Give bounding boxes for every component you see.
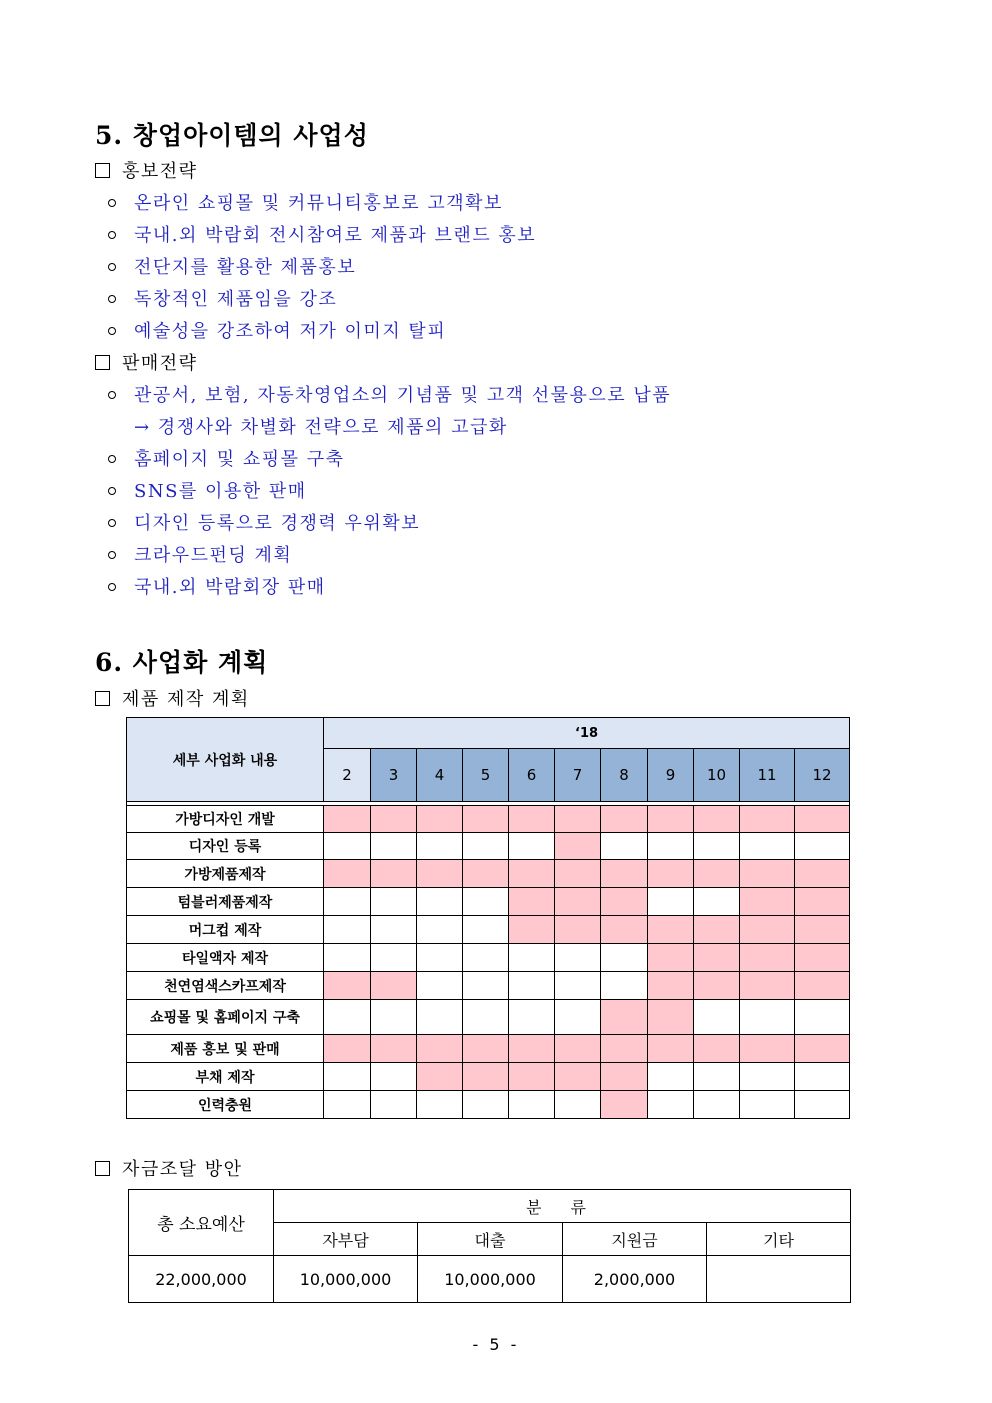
- schedule-cell-active: [740, 806, 795, 833]
- schedule-cell-active: [601, 1035, 648, 1063]
- category-header: 분 류: [274, 1190, 851, 1223]
- schedule-cell-active: [601, 806, 648, 833]
- schedule-cell-empty: [555, 1000, 601, 1035]
- schedule-cell-empty: [463, 944, 509, 972]
- schedule-cell-active: [324, 860, 371, 888]
- year-header: ‘18: [324, 718, 850, 749]
- schedule-cell-active: [694, 860, 740, 888]
- loan-header: 대출: [418, 1223, 563, 1256]
- sales-item: [108, 573, 326, 599]
- funding-heading-text: 자금조달 방안: [122, 1159, 243, 1180]
- schedule-cell-empty: [463, 1000, 509, 1035]
- schedule-cell-active: [555, 833, 601, 860]
- grant-header: 지원금: [563, 1223, 707, 1256]
- schedule-cell-active: [694, 1035, 740, 1063]
- page-number: - 5 -: [472, 1335, 520, 1354]
- task-name: 쇼핑몰 및 홈페이지 구축: [127, 1000, 324, 1035]
- schedule-cell-active: [795, 860, 850, 888]
- task-name: 부채 제작: [127, 1063, 324, 1091]
- schedule-cell-empty: [324, 833, 371, 860]
- schedule-cell-active: [509, 860, 555, 888]
- schedule-cell-active: [417, 1035, 463, 1063]
- schedule-cell-empty: [694, 833, 740, 860]
- schedule-cell-active: [371, 1035, 417, 1063]
- schedule-cell-active: [601, 1000, 648, 1035]
- schedule-cell-empty: [740, 1000, 795, 1035]
- task-column-header: 세부 사업화 내용: [127, 718, 324, 802]
- schedule-cell-empty: [417, 888, 463, 916]
- task-name: 가방디자인 개발: [127, 806, 324, 833]
- sales-heading-text: 판매전략: [122, 353, 198, 374]
- schedule-cell-active: [463, 1035, 509, 1063]
- schedule-cell-empty: [417, 1091, 463, 1119]
- schedule-cell-active: [601, 916, 648, 944]
- schedule-cell-active: [740, 860, 795, 888]
- schedule-cell-empty: [463, 916, 509, 944]
- circle-bullet-icon: [108, 199, 116, 207]
- promo-item-text: 온라인 쇼핑몰 및 커뮤니티홍보로 고객확보: [134, 193, 503, 214]
- schedule-cell-active: [324, 806, 371, 833]
- schedule-cell-empty: [324, 888, 371, 916]
- schedule-cell-active: [648, 860, 694, 888]
- task-row: [127, 944, 850, 972]
- schedule-cell-empty: [371, 888, 417, 916]
- schedule-cell-active: [648, 806, 694, 833]
- task-name: 텀블러제품제작: [127, 888, 324, 916]
- schedule-cell-empty: [601, 944, 648, 972]
- schedule-cell-active: [601, 1091, 648, 1119]
- schedule-cell-active: [740, 944, 795, 972]
- schedule-cell-active: [555, 1063, 601, 1091]
- month-header-2: 2: [324, 749, 371, 802]
- schedule-cell-empty: [740, 1063, 795, 1091]
- production-plan-heading: [95, 685, 250, 711]
- schedule-cell-active: [324, 1035, 371, 1063]
- promo-item-text: 국내.외 박람회 전시참여로 제품과 브랜드 홍보: [134, 225, 537, 246]
- task-row: [127, 916, 850, 944]
- schedule-cell-active: [555, 888, 601, 916]
- schedule-cell-active: [463, 1063, 509, 1091]
- schedule-cell-active: [417, 1063, 463, 1091]
- schedule-cell-active: [601, 860, 648, 888]
- section-6-title: 6. 사업화 계획: [95, 648, 269, 677]
- schedule-cell-empty: [371, 944, 417, 972]
- month-header-3: 3: [371, 749, 417, 802]
- schedule-cell-active: [740, 888, 795, 916]
- schedule-cell-empty: [371, 1000, 417, 1035]
- self-funded-header: 자부담: [274, 1223, 418, 1256]
- task-name: 타일액자 제작: [127, 944, 324, 972]
- month-header-4: 4: [417, 749, 463, 802]
- sales-item: [108, 445, 345, 471]
- schedule-cell-empty: [324, 944, 371, 972]
- sales-item: [108, 381, 671, 407]
- schedule-cell-active: [555, 860, 601, 888]
- sales-item-text: 디자인 등록으로 경쟁력 우위확보: [134, 513, 421, 534]
- other-value: [707, 1256, 851, 1303]
- task-name: 천연염색스카프제작: [127, 972, 324, 1000]
- schedule-cell-active: [509, 1063, 555, 1091]
- year-header-row: [127, 718, 850, 749]
- sales-item-text: 관공서, 보험, 자동차영업소의 기념품 및 고객 선물용으로 납품: [134, 385, 672, 406]
- sales-strategy-heading: [95, 349, 198, 375]
- schedule-cell-active: [648, 944, 694, 972]
- schedule-cell-active: [371, 972, 417, 1000]
- schedule-cell-empty: [324, 1063, 371, 1091]
- sales-item: [108, 509, 420, 535]
- month-header-6: 6: [509, 749, 555, 802]
- promo-item: [108, 317, 446, 343]
- schedule-cell-empty: [371, 916, 417, 944]
- schedule-cell-empty: [795, 1000, 850, 1035]
- schedule-cell-active: [555, 1035, 601, 1063]
- schedule-cell-active: [795, 944, 850, 972]
- sales-item: [108, 541, 292, 567]
- schedule-cell-active: [463, 806, 509, 833]
- schedule-cell-active: [694, 806, 740, 833]
- schedule-cell-active: [795, 888, 850, 916]
- task-name: 제품 홍보 및 판매: [127, 1035, 324, 1063]
- schedule-cell-empty: [417, 833, 463, 860]
- task-row: [127, 972, 850, 1000]
- schedule-cell-active: [324, 972, 371, 1000]
- circle-bullet-icon: [108, 487, 116, 495]
- schedule-cell-active: [740, 1035, 795, 1063]
- schedule-cell-empty: [509, 1091, 555, 1119]
- schedule-cell-empty: [648, 888, 694, 916]
- schedule-cell-empty: [555, 1091, 601, 1119]
- total-budget-value: 22,000,000: [129, 1256, 274, 1303]
- funding-plan-heading: [95, 1155, 243, 1181]
- circle-bullet-icon: [108, 583, 116, 591]
- month-header-5: 5: [463, 749, 509, 802]
- promo-item-text: 예술성을 강조하여 저가 이미지 탈피: [134, 321, 447, 342]
- other-header: 기타: [707, 1223, 851, 1256]
- schedule-cell-empty: [371, 1063, 417, 1091]
- sales-item-text: 국내.외 박람회장 판매: [134, 577, 326, 598]
- schedule-cell-empty: [694, 888, 740, 916]
- schedule-cell-active: [694, 972, 740, 1000]
- schedule-cell-empty: [417, 972, 463, 1000]
- promo-item-text: 독창적인 제품임을 강조: [134, 289, 338, 310]
- schedule-cell-empty: [795, 1063, 850, 1091]
- checkbox-square-icon: [95, 691, 110, 706]
- schedule-cell-empty: [324, 1000, 371, 1035]
- total-budget-header: 총 소요예산: [129, 1190, 274, 1256]
- task-row: [127, 1091, 850, 1119]
- circle-bullet-icon: [108, 295, 116, 303]
- schedule-cell-empty: [417, 916, 463, 944]
- schedule-cell-active: [648, 916, 694, 944]
- schedule-cell-active: [371, 860, 417, 888]
- month-header-8: 8: [601, 749, 648, 802]
- sales-item-continuation: → 경쟁사와 차별화 전략으로 제품의 고급화: [134, 417, 508, 438]
- schedule-cell-empty: [648, 1063, 694, 1091]
- task-name: 머그컵 제작: [127, 916, 324, 944]
- checkbox-square-icon: [95, 163, 110, 178]
- task-row: [127, 1035, 850, 1063]
- task-name: 가방제품제작: [127, 860, 324, 888]
- schedule-cell-empty: [694, 1063, 740, 1091]
- schedule-cell-empty: [417, 1000, 463, 1035]
- month-header-9: 9: [648, 749, 694, 802]
- schedule-cell-active: [555, 916, 601, 944]
- task-row: [127, 833, 850, 860]
- production-schedule-table: [126, 717, 850, 1119]
- schedule-cell-empty: [694, 1091, 740, 1119]
- schedule-cell-active: [795, 1035, 850, 1063]
- month-header-7: 7: [555, 749, 601, 802]
- self-funded-value: 10,000,000: [274, 1256, 418, 1303]
- schedule-cell-empty: [740, 833, 795, 860]
- schedule-cell-empty: [509, 972, 555, 1000]
- circle-bullet-icon: [108, 263, 116, 271]
- schedule-cell-active: [601, 1063, 648, 1091]
- circle-bullet-icon: [108, 327, 116, 335]
- task-row: [127, 1000, 850, 1035]
- schedule-cell-empty: [509, 1000, 555, 1035]
- schedule-cell-empty: [463, 1091, 509, 1119]
- schedule-cell-empty: [324, 916, 371, 944]
- grant-value: 2,000,000: [563, 1256, 707, 1303]
- schedule-cell-active: [555, 806, 601, 833]
- schedule-cell-active: [509, 888, 555, 916]
- schedule-cell-empty: [555, 944, 601, 972]
- schedule-cell-active: [648, 1035, 694, 1063]
- schedule-cell-empty: [648, 1091, 694, 1119]
- promo-heading-text: 홍보전략: [122, 161, 198, 182]
- schedule-cell-empty: [463, 888, 509, 916]
- schedule-cell-active: [601, 888, 648, 916]
- task-row: [127, 1063, 850, 1091]
- checkbox-square-icon: [95, 1161, 110, 1176]
- schedule-cell-active: [417, 806, 463, 833]
- schedule-cell-empty: [509, 944, 555, 972]
- funding-value-row: [129, 1256, 851, 1303]
- schedule-cell-active: [795, 916, 850, 944]
- schedule-cell-empty: [694, 1000, 740, 1035]
- promo-item: [108, 285, 337, 311]
- schedule-cell-active: [371, 806, 417, 833]
- circle-bullet-icon: [108, 391, 116, 399]
- schedule-body: [127, 806, 850, 1119]
- schedule-cell-active: [509, 806, 555, 833]
- schedule-cell-active: [509, 1035, 555, 1063]
- sales-item-text: SNS를 이용한 판매: [134, 481, 307, 502]
- task-row: [127, 860, 850, 888]
- month-header-12: 12: [795, 749, 850, 802]
- schedule-cell-empty: [601, 972, 648, 1000]
- funding-table: [128, 1189, 851, 1303]
- promo-item: [108, 253, 356, 279]
- schedule-cell-active: [648, 1000, 694, 1035]
- schedule-cell-active: [795, 972, 850, 1000]
- section-5-title: 5. 창업아이템의 사업성: [95, 121, 369, 150]
- task-name: 인력충원: [127, 1091, 324, 1119]
- circle-bullet-icon: [108, 455, 116, 463]
- month-header-10: 10: [694, 749, 740, 802]
- schedule-cell-empty: [324, 1091, 371, 1119]
- task-row: [127, 806, 850, 833]
- schedule-cell-empty: [648, 833, 694, 860]
- schedule-cell-empty: [417, 944, 463, 972]
- production-heading-text: 제품 제작 계획: [122, 689, 250, 710]
- circle-bullet-icon: [108, 231, 116, 239]
- schedule-cell-empty: [795, 833, 850, 860]
- sales-item: [108, 477, 307, 503]
- promo-strategy-heading: [95, 157, 198, 183]
- sales-item-text: 홈페이지 및 쇼핑몰 구축: [134, 449, 345, 470]
- schedule-cell-active: [795, 806, 850, 833]
- month-header-11: 11: [740, 749, 795, 802]
- promo-item: [108, 221, 536, 247]
- task-name: 디자인 등록: [127, 833, 324, 860]
- schedule-cell-empty: [509, 833, 555, 860]
- schedule-cell-active: [740, 972, 795, 1000]
- schedule-cell-empty: [555, 972, 601, 1000]
- schedule-cell-empty: [601, 833, 648, 860]
- circle-bullet-icon: [108, 551, 116, 559]
- schedule-cell-active: [509, 916, 555, 944]
- circle-bullet-icon: [108, 519, 116, 527]
- task-row: [127, 888, 850, 916]
- schedule-cell-empty: [371, 1091, 417, 1119]
- schedule-cell-empty: [795, 1091, 850, 1119]
- schedule-cell-active: [694, 944, 740, 972]
- schedule-cell-empty: [463, 972, 509, 1000]
- sales-item-text: 크라우드펀딩 계획: [134, 545, 293, 566]
- schedule-cell-active: [694, 916, 740, 944]
- checkbox-square-icon: [95, 355, 110, 370]
- promo-item-text: 전단지를 활용한 제품홍보: [134, 257, 357, 278]
- promo-item: [108, 189, 503, 215]
- schedule-cell-empty: [740, 1091, 795, 1119]
- schedule-cell-active: [463, 860, 509, 888]
- funding-header-row: [129, 1190, 851, 1223]
- schedule-cell-empty: [371, 833, 417, 860]
- schedule-cell-active: [417, 860, 463, 888]
- schedule-cell-active: [648, 972, 694, 1000]
- schedule-cell-active: [740, 916, 795, 944]
- loan-value: 10,000,000: [418, 1256, 563, 1303]
- schedule-cell-empty: [463, 833, 509, 860]
